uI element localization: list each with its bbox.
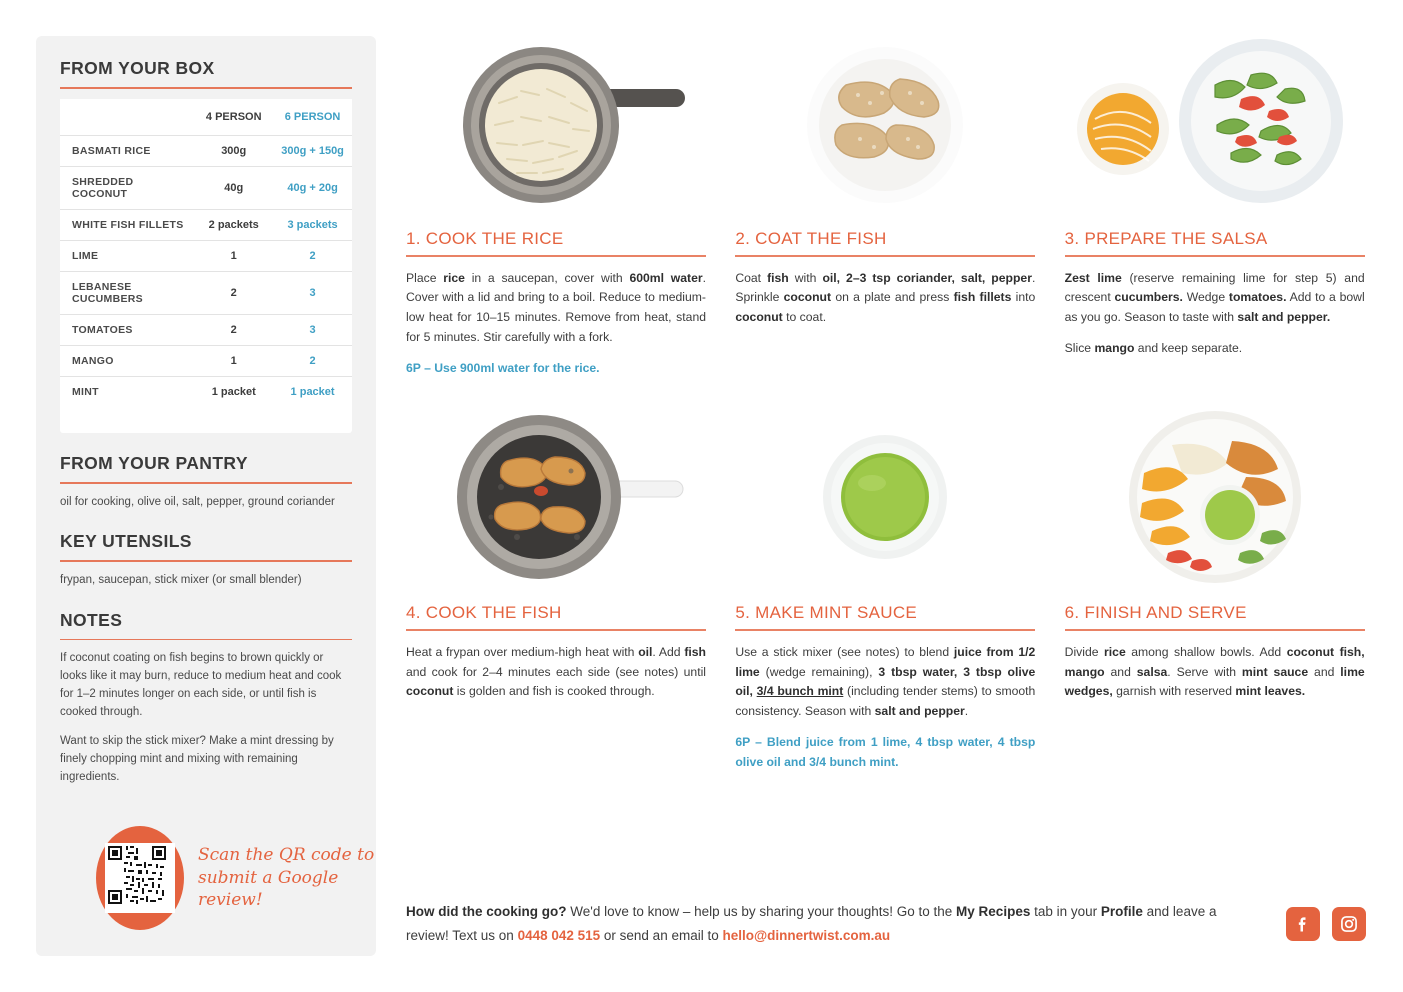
mango-salsa-illustration	[1065, 33, 1365, 213]
step-body-3	[1065, 269, 1365, 359]
step-photo-coated-fish	[735, 30, 1035, 215]
col-header-item	[60, 99, 194, 136]
qr-code-icon	[105, 843, 175, 913]
row-item-label: MANGO	[60, 346, 194, 377]
frypan-fish-illustration	[421, 407, 691, 587]
step-card-1	[406, 30, 706, 378]
step-text: Place rice in a saucepan, cover with 600ml water. Cover with a lid and bring to a boil. Reduce to medium-low heat for 10–15 minutes. Remove from heat, stand for 5 minutes. Stir carefully with a fork.	[406, 270, 706, 344]
footer-bar	[406, 900, 1366, 947]
step-photo-mint-sauce	[735, 404, 1035, 589]
step-text: Zest lime (reserve remaining lime for step 5) and crescent cucumbers. Wedge tomatoes. Add to a bowl as you go. Season to taste with salt and pepper.	[1064, 270, 1365, 325]
ingredients-table-wrap	[60, 99, 352, 433]
row-qty-6: 3	[273, 272, 352, 315]
qr-review-block[interactable]	[96, 826, 376, 930]
step-card-6	[1065, 404, 1365, 772]
divider	[735, 629, 1035, 631]
step-title-3: 3. PREPARE THE SALSA	[1064, 229, 1268, 248]
saucepan-rice-illustration	[421, 33, 691, 213]
row-qty-4: 1	[194, 346, 273, 377]
step-body-6	[1065, 643, 1365, 702]
footer-message: How did the cooking go? We'd love to know – help us by sharing your thoughts! Go to the My Recipes tab in your Profile and leave a review! Text us on 0448 042 515 or send an email to hello@dinnertwist.com.au	[406, 904, 1217, 943]
row-qty-6: 1 packet	[290, 386, 335, 398]
step-note-6person: 6P – Blend juice from 1 lime, 4 tbsp water, 4 tbsp olive oil and 3/4 bunch mint.	[735, 734, 1036, 769]
table-row	[60, 272, 352, 315]
divider	[60, 560, 352, 562]
step-body-4	[406, 643, 706, 702]
steps-grid	[406, 30, 1366, 772]
row-qty-4: 2 packets	[194, 210, 273, 241]
finished-bowl-illustration	[1080, 407, 1350, 587]
table-row	[60, 136, 352, 167]
step-title-1: 1. COOK THE RICE	[406, 229, 564, 248]
row-qty-6: 2	[273, 241, 352, 272]
divider	[406, 255, 706, 257]
row-qty-4: 2	[194, 315, 273, 346]
pantry-section	[60, 453, 352, 511]
row-item-label: TOMATOES	[60, 315, 194, 346]
step-title-2: 2. COAT THE FISH	[735, 229, 887, 248]
mint-sauce-bowl-illustration	[750, 407, 1020, 587]
table-row	[60, 241, 352, 272]
qr-caption-line1: Scan the QR code to	[197, 844, 375, 865]
table-header-row	[60, 99, 352, 136]
table-row	[60, 210, 352, 241]
step-photo-salsa	[1065, 30, 1365, 215]
divider	[406, 629, 706, 631]
note-paragraph-1: If coconut coating on fish begins to brown quickly or looks like it may burn, reduce to medium heat and cook for 1–2 minutes longer on each side, or until fish is cooked through.	[60, 652, 342, 718]
row-item-label: LEBANESE CUCUMBERS	[60, 272, 194, 315]
row-qty-6: 3 packets	[273, 210, 352, 241]
row-qty-4: 1	[194, 241, 273, 272]
divider	[60, 639, 352, 641]
divider	[1065, 629, 1365, 631]
row-item-label: BASMATI RICE	[60, 136, 194, 167]
col-header-6person: 6 PERSON	[273, 99, 352, 136]
step-note-6person: 6P – Use 900ml water for the rice.	[406, 360, 600, 375]
step-title-4: 4. COOK THE FISH	[406, 603, 562, 623]
pantry-title: FROM YOUR PANTRY	[60, 453, 248, 473]
plate-fish-illustration	[750, 33, 1020, 213]
from-your-box-title: FROM YOUR BOX	[60, 58, 215, 78]
row-qty-6: 40g + 20g	[273, 167, 352, 210]
notes-section	[60, 610, 352, 787]
facebook-icon[interactable]	[1286, 907, 1320, 941]
row-qty-6: 3	[273, 315, 352, 346]
social-links	[1286, 907, 1366, 941]
divider	[1065, 255, 1365, 257]
utensils-title: KEY UTENSILS	[60, 531, 192, 552]
step-text: Divide rice among shallow bowls. Add coconut fish, mango and salsa. Serve with mint sauce and lime wedges, garnish with reserved mint leaves.	[1064, 644, 1365, 699]
step-card-2	[735, 30, 1035, 378]
row-item-label: LIME	[60, 241, 194, 272]
utensils-section	[60, 531, 352, 589]
row-qty-4: 40g	[194, 167, 273, 210]
step-body-1	[406, 269, 706, 379]
step-card-5	[735, 404, 1035, 772]
divider	[60, 87, 352, 89]
step-card-3	[1065, 30, 1365, 378]
col-header-4person: 4 PERSON	[194, 99, 273, 136]
row-item-label: MINT	[72, 386, 99, 398]
step-photo-frying-fish	[406, 404, 706, 589]
notes-title: NOTES	[60, 609, 123, 630]
step-body-2	[735, 269, 1035, 328]
sidebar-panel	[36, 36, 376, 956]
table-row	[60, 346, 352, 377]
table-row	[60, 377, 352, 408]
qr-caption	[198, 844, 376, 913]
ingredients-table	[60, 99, 352, 407]
row-item-label: WHITE FISH FILLETS	[60, 210, 194, 241]
step-card-4	[406, 404, 706, 772]
step-text: Use a stick mixer (see notes) to blend juice from 1/2 lime (wedge remaining), 3 tbsp water, 3 tbsp olive oil, 3/4 bunch mint (including tender stems) to smooth consistency. Season with salt and pepper.	[735, 644, 1036, 719]
step-text: Heat a frypan over medium-high heat with oil. Add fish and cook for 2–4 minutes each side (see notes) until coconut is golden and fish is cooked through.	[406, 644, 706, 699]
step-title-5: 5. MAKE MINT SAUCE	[735, 603, 918, 623]
step-text-2: Slice mango and keep separate.	[1064, 340, 1243, 355]
step-photo-finished-bowl	[1065, 404, 1365, 589]
qr-caption-line2: submit a Google review!	[197, 867, 339, 911]
row-qty-4: 2	[194, 272, 273, 315]
divider	[735, 255, 1035, 257]
pantry-body: oil for cooking, olive oil, salt, pepper, ground coriander	[60, 495, 335, 508]
step-body-5	[735, 643, 1035, 773]
row-qty-4: 1 packet	[211, 386, 256, 398]
divider	[60, 482, 352, 484]
utensils-body: frypan, saucepan, stick mixer (or small blender)	[60, 573, 302, 586]
row-item-label: SHREDDED COCONUT	[60, 167, 194, 210]
instagram-icon[interactable]	[1332, 907, 1366, 941]
note-paragraph-2: Want to skip the stick mixer? Make a mint dressing by finely chopping mint and mixing with remaining ingredients.	[60, 735, 334, 783]
table-row	[60, 167, 352, 210]
notes-body	[60, 650, 352, 787]
row-qty-4: 300g	[194, 136, 273, 167]
step-title-6: 6. FINISH AND SERVE	[1064, 603, 1247, 623]
qr-code-badge[interactable]	[96, 826, 184, 930]
row-qty-6: 2	[273, 346, 352, 377]
table-row	[60, 315, 352, 346]
step-photo-rice	[406, 30, 706, 215]
step-text: Coat fish with oil, 2–3 tsp coriander, salt, pepper. Sprinkle coconut on a plate and press fish fillets into coconut to coat.	[735, 270, 1036, 325]
row-qty-6: 300g + 150g	[273, 136, 352, 167]
